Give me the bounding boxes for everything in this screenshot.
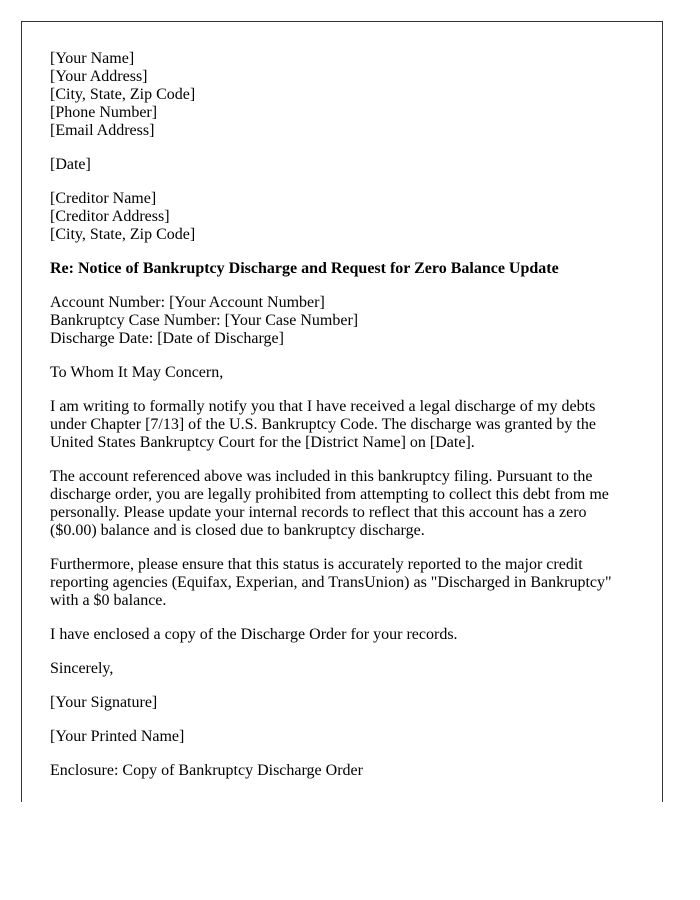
date-line: [Date]: [50, 156, 91, 173]
discharge-date-line: Discharge Date: [Date of Discharge]: [50, 330, 284, 347]
letter-page: [21, 21, 663, 802]
subject-line: Re: Notice of Bankruptcy Discharge and Request for Zero Balance Update: [50, 260, 559, 277]
sender-block: [50, 50, 634, 140]
account-number-line: Account Number: [Your Account Number]: [50, 294, 325, 311]
sender-address-line: [Your Address]: [50, 68, 148, 85]
enclosure-line: Enclosure: Copy of Bankruptcy Discharge Order: [50, 762, 363, 779]
recipient-block: [50, 190, 634, 244]
signature-line: [Your Signature]: [50, 694, 158, 711]
creditor-city-state-zip-line: [City, State, Zip Code]: [50, 226, 196, 243]
creditor-address-line: [Creditor Address]: [50, 208, 170, 225]
sender-email-line: [Email Address]: [50, 122, 155, 139]
body-paragraph-4: I have enclosed a copy of the Discharge Order for your records.: [50, 626, 458, 643]
reference-block: [50, 294, 634, 348]
sender-city-state-zip-line: [City, State, Zip Code]: [50, 86, 196, 103]
body-paragraph-1: I am writing to formally notify you that I have received a legal discharge of my debts under Chapter [7/13] of the U.S. Bankruptcy Code. The discharge was granted by the United States Bankruptcy Court for the [District Name] on [Date].: [50, 398, 596, 451]
closing-line: Sincerely,: [50, 660, 114, 677]
creditor-name-line: [Creditor Name]: [50, 190, 157, 207]
case-number-line: Bankruptcy Case Number: [Your Case Number]: [50, 312, 359, 329]
printed-name-line: [Your Printed Name]: [50, 728, 185, 745]
body-paragraph-2: The account referenced above was included in this bankruptcy filing. Pursuant to the discharge order, you are legally prohibited from attempting to collect this debt from me personally. Please update your internal records to reflect that this account has a zero ($0.00) balance and is closed due to bankruptcy discharge.: [50, 468, 609, 539]
body-paragraph-3: Furthermore, please ensure that this status is accurately reported to the major credit reporting agencies (Equifax, Experian, and TransUnion) as "Discharged in Bankruptcy" with a $0 balance.: [50, 556, 612, 609]
sender-phone-line: [Phone Number]: [50, 104, 158, 121]
sender-name-line: [Your Name]: [50, 50, 135, 67]
salutation-line: To Whom It May Concern,: [50, 364, 224, 381]
